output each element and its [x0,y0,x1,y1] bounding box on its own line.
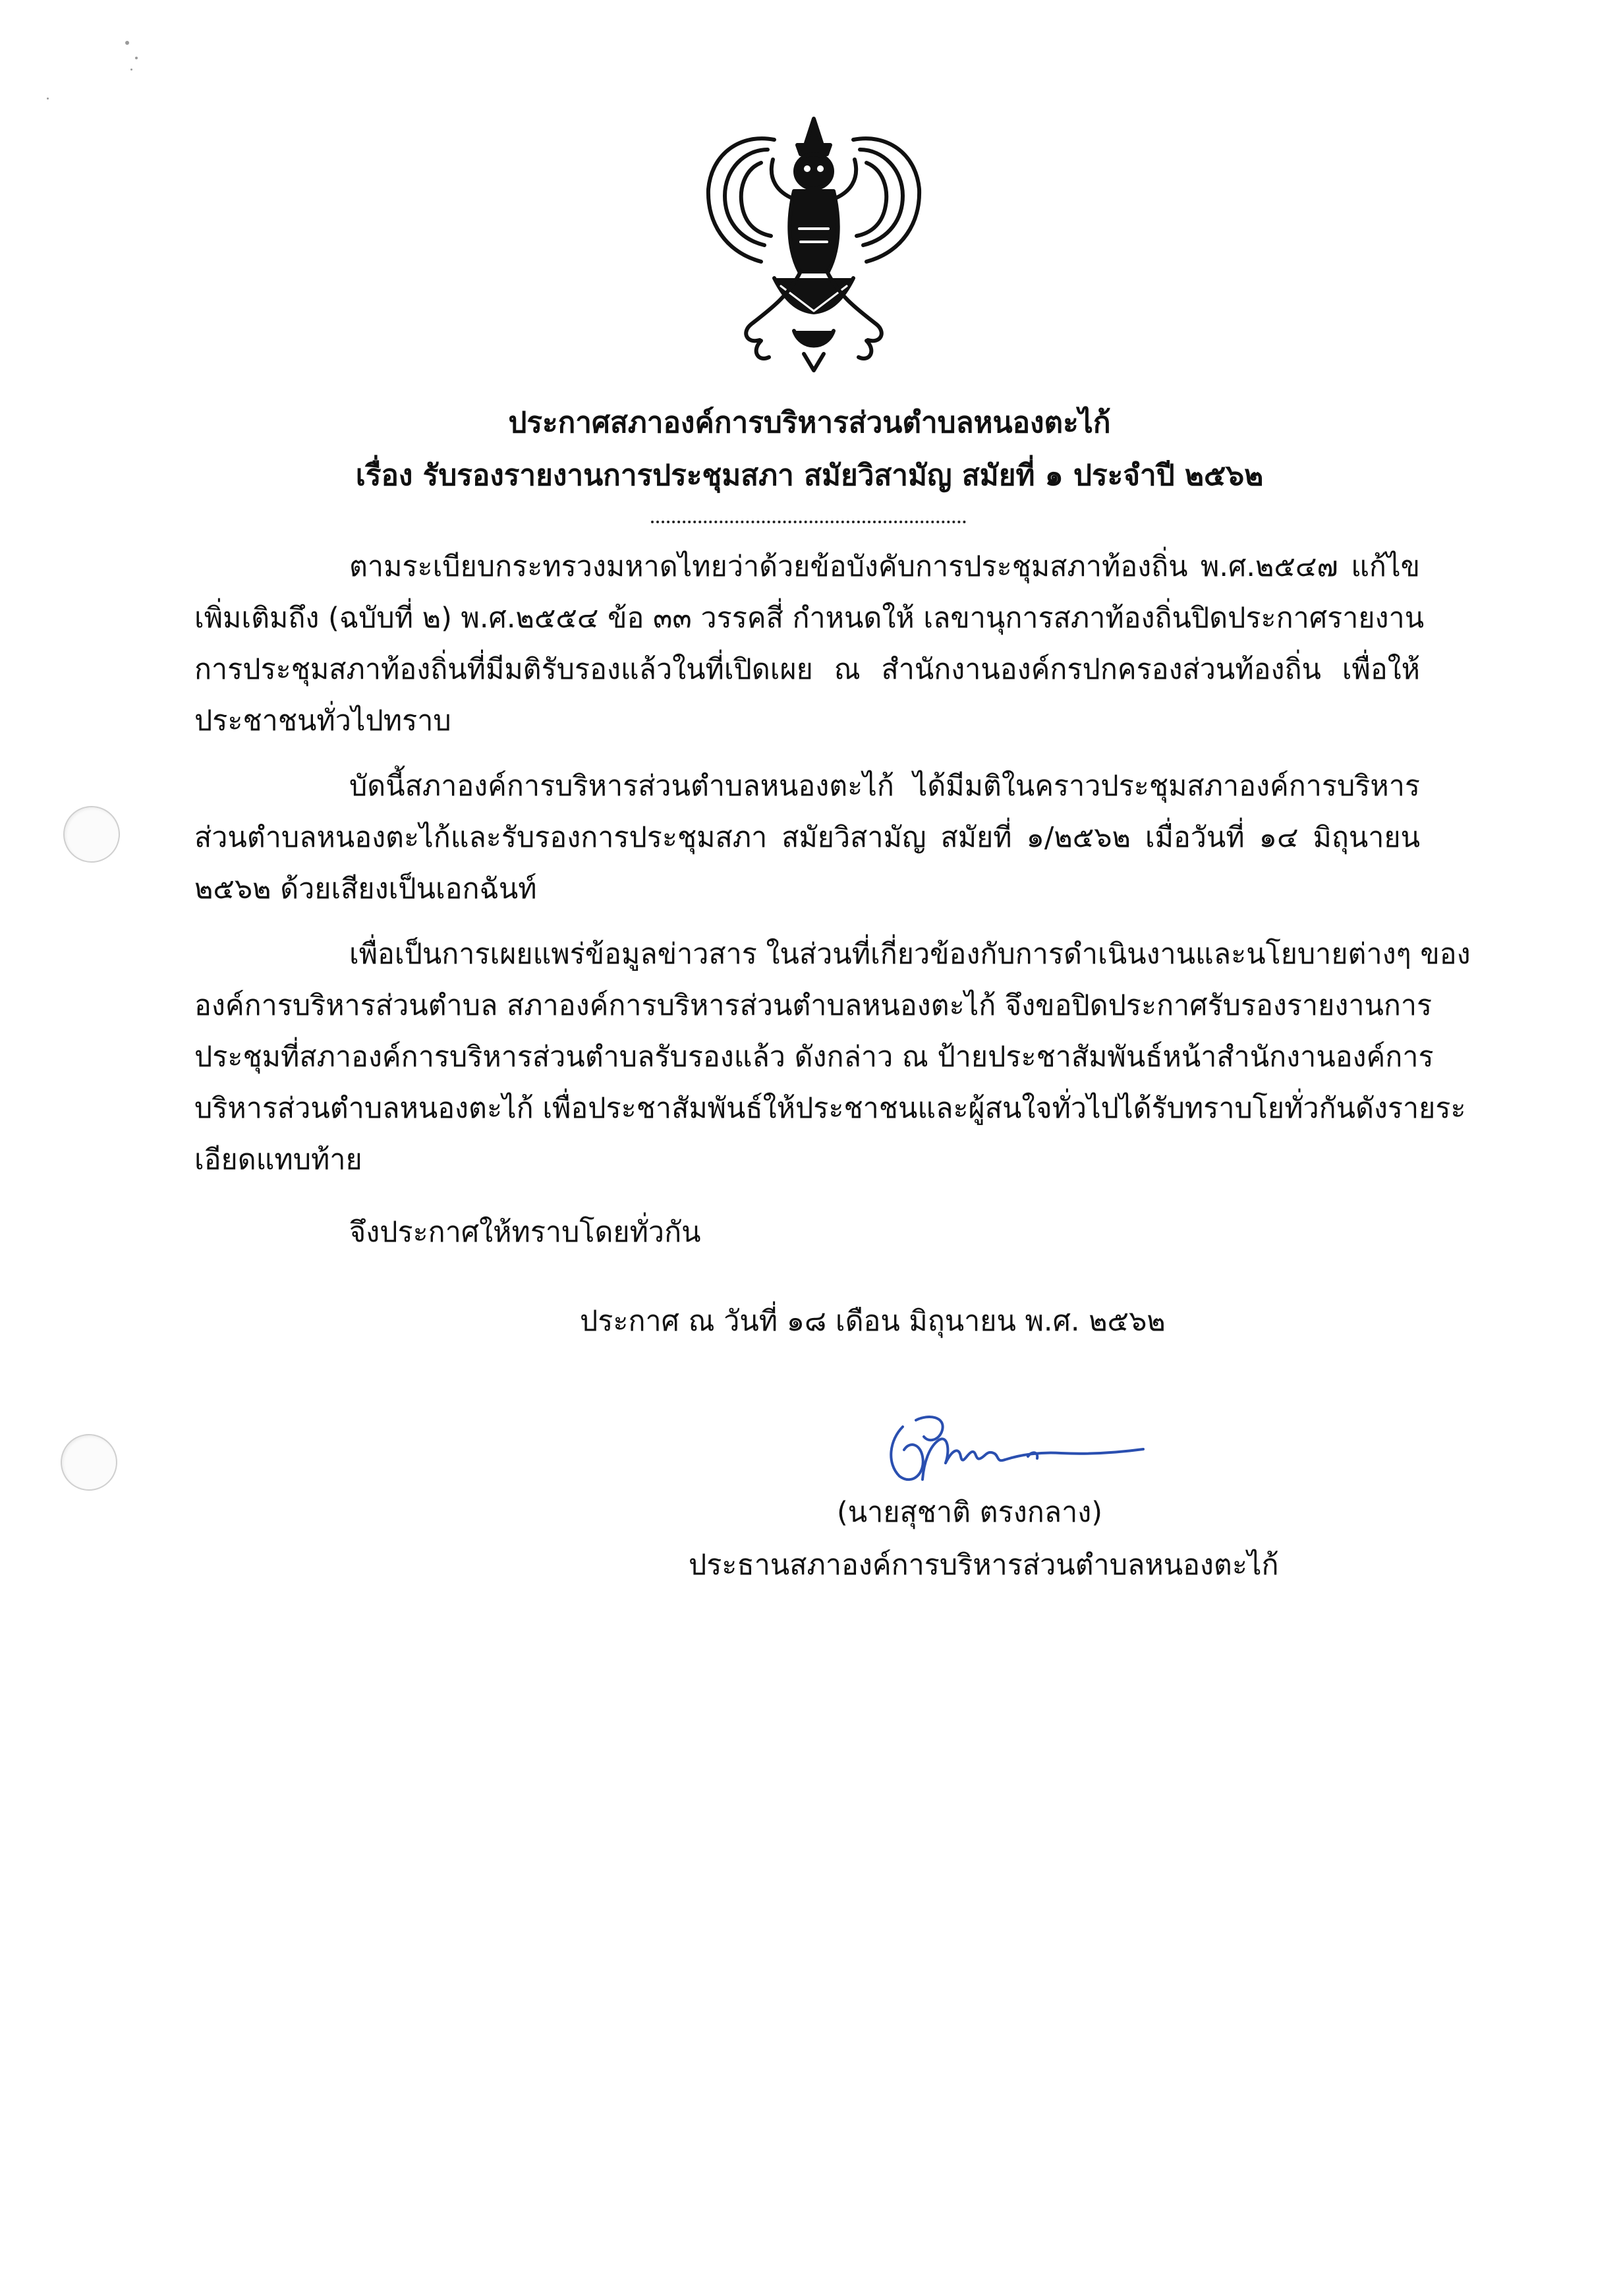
paragraph-3-line: ประชุมที่สภาองค์การบริหารส่วนตำบลรับรองแล้ว ดังกล่าว ณ ป้ายประชาสัมพันธ์หน้าสำนักงานองค์การ [194,1041,1434,1074]
paragraph-2-line: ส่วนตำบลหนองตะไก้และรับรองการประชุมสภา สมัยวิสามัญ สมัยที่ ๑/๒๕๖๒ เมื่อวันที่ ๑๔ มิถุนายน [194,821,1420,854]
scan-speck [135,57,138,59]
paragraph-2-line: ๒๕๖๒ ด้วยเสียงเป็นเอกฉันท์ [194,873,537,905]
paragraph-3-line: เพื่อเป็นการเผยแพร่ข้อมูลข่าวสาร ในส่วนที่เกี่ยวข้องกับการดำเนินงานและนโยบายต่างๆ ของ [349,938,1471,971]
paragraph-3-line: บริหารส่วนตำบลหนองตะไก้ เพื่อประชาสัมพันธ์ให้ประชาชนและผู้สนใจทั่วไปได้รับทราบโยทั่วกันดังรายระ [194,1092,1466,1125]
scan-speck [130,69,132,71]
punch-hole-top [63,806,120,863]
handwritten-signature-icon [876,1400,1153,1493]
paragraph-1-line: การประชุมสภาท้องถิ่นที่มีมติรับรองแล้วในที่เปิดเผย ณ สำนักงานองค์กรปกครองส่วนท้องถิ่น เพื่อให้ [194,653,1420,686]
announcement-title: ประกาศสภาองค์การบริหารส่วนตำบลหนองตะไก้ [508,406,1111,440]
punch-hole-bottom [61,1434,117,1491]
paragraph-1-line: ตามระเบียบกระทรวงมหาดไทยว่าด้วยข้อบังคับการประชุมสภาท้องถิ่น พ.ศ.๒๕๔๗ แก้ไข [349,550,1420,583]
paragraph-1-line: ประชาชนทั่วไปทราบ [194,704,451,737]
announcement-subject: เรื่อง รับรองรายงานการประชุมสภา สมัยวิสามัญ สมัยที่ ๑ ประจำปี ๒๕๖๒ [355,459,1264,492]
signatory-name: (นายสุชาติ ตรงกลาง) [837,1496,1102,1529]
closing-statement: จึงประกาศให้ทราบโดยทั่วกัน [349,1216,701,1249]
paragraph-2-line: บัดนี้สภาองค์การบริหารส่วนตำบลหนองตะไก้ ได้มีมติในคราวประชุมสภาองค์การบริหาร [349,770,1420,803]
header-separator [651,521,966,523]
paragraph-1-line: เพิ่มเติมถึง (ฉบับที่ ๒) พ.ศ.๒๕๕๔ ข้อ ๓๓ วรรคสี่ กำหนดให้ เลขานุการสภาท้องถิ่นปิดประกาศรายงาน [194,602,1425,635]
signatory-position: ประธานสภาองค์การบริหารส่วนตำบลหนองตะไก้ [689,1549,1279,1582]
scan-speck [125,41,129,45]
announcement-date: ประกาศ ณ วันที่ ๑๘ เดือน มิถุนายน พ.ศ. ๒๕๖๒ [580,1305,1166,1338]
garuda-emblem-icon [695,113,932,374]
scan-speck [47,98,49,100]
paragraph-3-line: เอียดแทบท้าย [194,1143,362,1176]
paragraph-3-line: องค์การบริหารส่วนตำบล สภาองค์การบริหารส่วนตำบลหนองตะไก้ จึงขอปิดประกาศรับรองรายงานการ [194,989,1433,1022]
